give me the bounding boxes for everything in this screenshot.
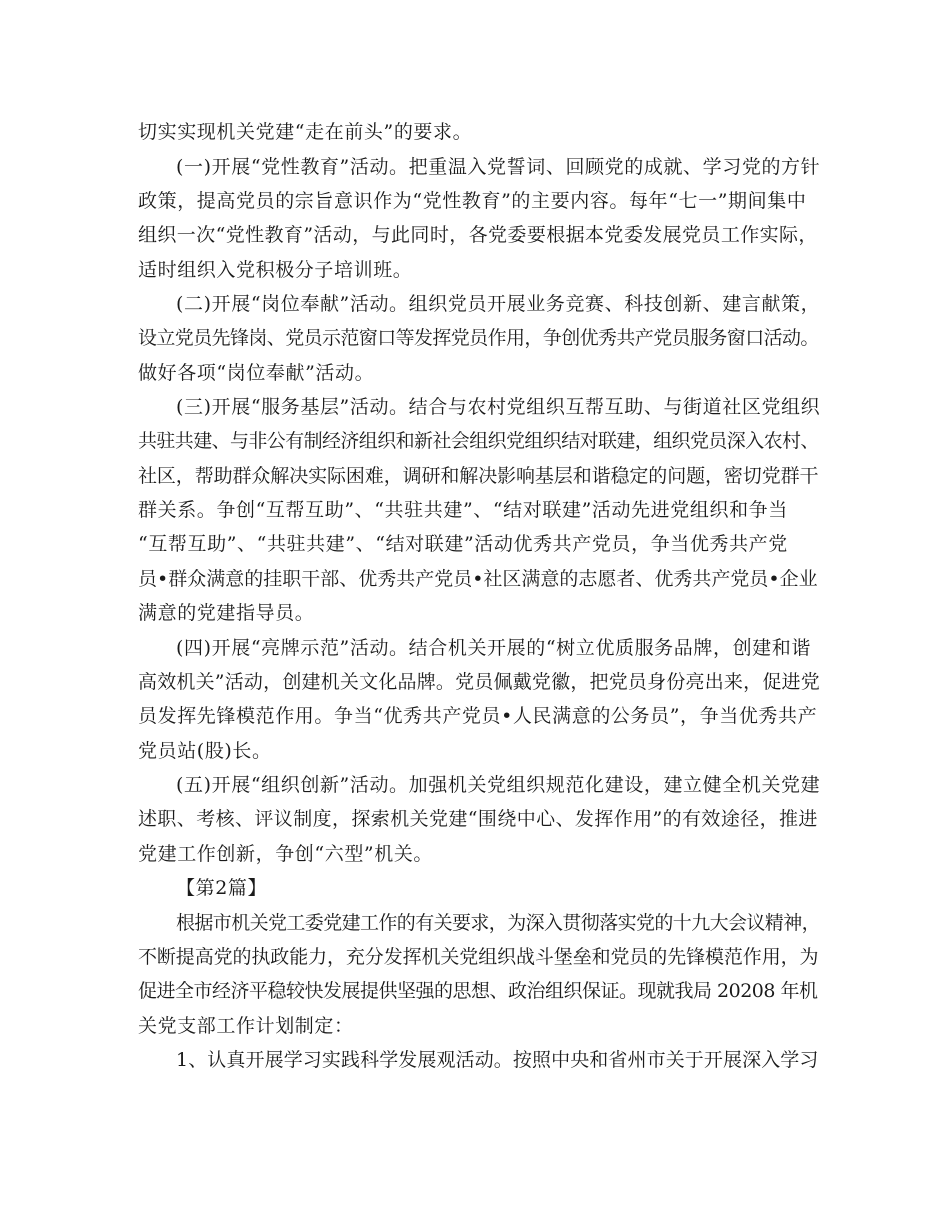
text-line: “互帮互助”、“共驻共建”、“结对联建”活动优秀共产党员，争当优秀共产党 — [138, 533, 788, 555]
text-line: 党建工作创新，争创“六型”机关。 — [138, 843, 434, 865]
text-line: 根据市机关党工委党建工作的有关要求，为深入贯彻落实党的十九大会议精神， — [176, 912, 821, 934]
text-line: 政策，提高党员的宗旨意识作为“党性教育”的主要内容。每年“七一”期间集中 — [138, 190, 807, 212]
text-line: 党员站(股)长。 — [138, 740, 272, 762]
text-line: 不断提高党的执政能力，充分发挥机关党组织战斗堡垒和党员的先锋模范作用，为 — [138, 946, 819, 968]
text-line: 群关系。争创“互帮互助”、“共驻共建”、“结对联建”活动先进党组织和争当 — [138, 499, 788, 521]
text-line: 切实实现机关党建“走在前头”的要求。 — [138, 121, 473, 143]
text-line: 满意的党建指导员。 — [138, 602, 315, 624]
text-line: 促进全市经济平稳较快发展提供坚强的思想、政治组织保证。现就我局 20208 年机 — [138, 980, 818, 1002]
text-line: 共驻共建、与非公有制经济组织和新社会组织党组织结对联建，组织党员深入农村、 — [138, 430, 819, 452]
text-line: 关党支部工作计划制定： — [138, 1015, 354, 1037]
text-line: (四)开展“亮牌示范”活动。结合机关开展的“树立优质服务品牌，创建和谐 — [176, 637, 811, 659]
text-line: (二)开展“岗位奉献”活动。组织党员开展业务竞赛、科技创新、建言献策， — [176, 293, 821, 315]
text-line: 社区，帮助群众解决实际困难，调研和解决影响基层和谐稳定的问题，密切党群干 — [138, 465, 819, 487]
text-line: 1、认真开展学习实践科学发展观活动。按照中央和省州市关于开展深入学习 — [176, 1049, 819, 1071]
text-line: 述职、考核、评议制度，探索机关党建“围绕中心、发挥作用”的有效途径，推进 — [138, 808, 818, 830]
text-line: 组织一次“党性教育”活动，与此同时，各党委要根据本党委发展党员工作实际， — [138, 224, 818, 246]
text-line: (五)开展“组织创新”活动。加强机关党组织规范化建设，建立健全机关党建 — [176, 774, 821, 796]
text-line: 适时组织入党积极分子培训班。 — [138, 259, 413, 281]
section-heading: 【第2篇】 — [176, 877, 268, 899]
text-line: (一)开展“党性教育”活动。把重温入党誓词、回顾党的成就、学习党的方针 — [176, 156, 821, 178]
text-line: 员发挥先锋模范作用。争当“优秀共产党员•人民满意的公务员”，争当优秀共产 — [138, 705, 818, 727]
text-line: 设立党员先锋岗、党员示范窗口等发挥党员作用，争创优秀共产党员服务窗口活动。 — [138, 327, 819, 349]
text-line: 高效机关”活动，创建机关文化品牌。党员佩戴党徽，把党员身份亮出来，促进党 — [138, 671, 820, 693]
text-line: 做好各项“岗位奉献”活动。 — [138, 362, 375, 384]
text-line: (三)开展“服务基层”活动。结合与农村党组织互帮互助、与街道社区党组织 — [176, 396, 821, 418]
text-line: 员•群众满意的挂职干部、优秀共产党员•社区满意的志愿者、优秀共产党员•企业 — [138, 568, 818, 590]
